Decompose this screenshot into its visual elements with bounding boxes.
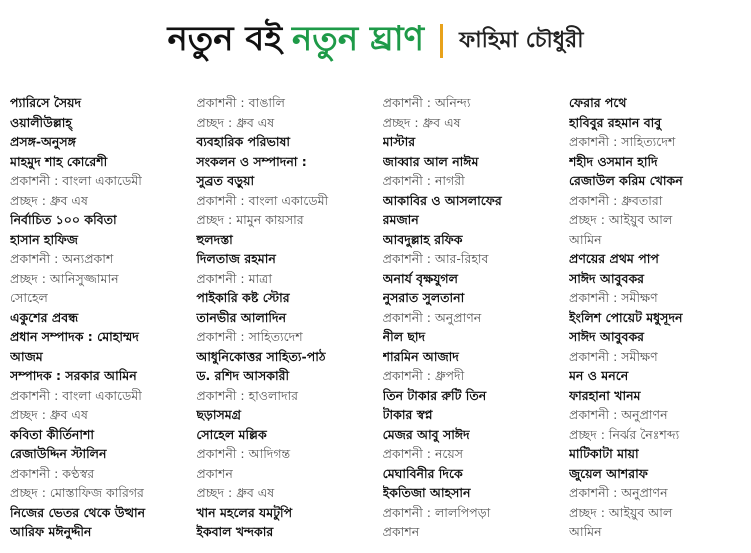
publisher-info-line: প্রকাশনী : ধ্রুবতারা [568, 192, 663, 208]
book-entry-line: নির্বাচিত ১০০ কবিতা [10, 212, 117, 227]
book-entry-line: অনার্য বৃক্ষযুগল [382, 270, 458, 286]
book-entry-line: ফারহানা খানম [568, 387, 641, 403]
book-entry-line: ইকবাল খন্দকার [196, 524, 274, 539]
headline-green: নতুন ঘ্রাণ [292, 18, 425, 59]
publisher-info-line: প্রকাশনী : আর-রিহাব [382, 251, 489, 266]
publisher-info-line: প্রকাশনী : অনুপ্রাণন [568, 407, 668, 422]
author-byline: ফাহিমা চৌধুরী [459, 27, 584, 53]
book-entry-line: নুসরাত সুলতানা [382, 290, 465, 305]
publisher-info-line: প্রকাশনী : সাহিত্যদেশ [196, 329, 303, 344]
publisher-info-line: প্রকাশনী : বাংলা একাডেমী [10, 387, 142, 403]
book-entry-line: প্রণয়ের প্রথম পাপ [568, 251, 659, 266]
book-entry-line: সাঈদ আবুবকর [568, 270, 645, 286]
book-entry-line: সম্পাদক : সরকার আমিন [10, 368, 137, 383]
book-entry-line: হাবিবুর রহমান বাবু [568, 114, 662, 130]
book-column-1 [10, 93, 186, 548]
book-entry-line: সাঈদ আবুবকর [568, 329, 645, 344]
book-entry-line: শহীদ ওসমান হাদি [568, 153, 658, 169]
book-entry-line: মন ও মননে [568, 368, 629, 383]
book-entry-line: আধুনিকোত্তর সাহিত্য-পাঠ [196, 348, 326, 364]
book-entry-line: মেজর আবু সাঈদ [382, 426, 470, 442]
book-entry-line: আরিফ মঈনুদ্দীন [10, 524, 92, 539]
publisher-info-line: প্রচ্ছদ : ধ্রুব এষ [10, 192, 88, 208]
publisher-info-line: প্রকাশন [196, 465, 233, 481]
book-entry-line: রমজান [382, 212, 419, 227]
publisher-info-line: প্রকাশনী : ধ্রুপদী [382, 368, 465, 383]
book-entry-line: নীল ছাদ [382, 329, 426, 344]
publisher-info-line: প্রকাশনী : বাংলা একাডেমী [196, 192, 329, 208]
publisher-info-line: প্রকাশন [382, 524, 420, 539]
publisher-info-line: প্রচ্ছদ : আনিসুজ্জামান [10, 270, 119, 286]
publisher-info-line: প্রকাশনী : সাহিত্যদেশ [568, 134, 676, 149]
publisher-info-line: সোহেল [10, 290, 48, 305]
book-entry-line: ইকতিজা আহসান [382, 485, 471, 500]
publisher-info-line: আমিন [568, 231, 602, 247]
publisher-info-line: প্রচ্ছদ : ধ্রুব এষ [196, 485, 275, 500]
book-entry-line: শারমিন আজাদ [382, 348, 459, 364]
book-entry-line: ছড়াসমগ্র [196, 407, 242, 422]
book-entry-line: মাটিকাটা মায়া [568, 446, 639, 461]
publisher-info-line: প্রকাশনী : নাগরী [382, 173, 465, 188]
publisher-info-line: প্রকাশনী : সমীক্ষণ [568, 290, 658, 305]
book-entry-line: প্রসঙ্গ-অনুসঙ্গ [10, 134, 76, 149]
page-header [0, 0, 751, 82]
book-entry-line: মাস্টার [382, 134, 416, 149]
publisher-info-line: আমিন [568, 524, 602, 539]
book-entry-line: কবিতা কীর্তিনাশা [10, 426, 95, 442]
publisher-info-line: প্রচ্ছদ : মামুন কায়সার [196, 212, 304, 227]
book-entry-line: আকাবির ও আসলাফের [382, 192, 502, 208]
book-entry-line: ব্যবহারিক পরিভাষা [196, 134, 291, 149]
publisher-info-line: প্রচ্ছদ : ধ্রুব এষ [382, 114, 461, 130]
publisher-info-line: প্রকাশনী : সমীক্ষণ [568, 348, 658, 364]
publisher-info-line: প্রচ্ছদ : নির্ঝর নৈঃশব্দ্য [568, 426, 680, 442]
book-entry-line: জাব্বার আল নাঈম [382, 153, 479, 169]
publisher-info-line: প্রকাশনী : অন্যপ্রকাশ [10, 251, 114, 266]
book-column-2 [196, 93, 372, 548]
book-entry-line: একুশের প্রবন্ধ [10, 309, 79, 325]
book-entry-line: রেজাউদ্দিন স্টালিন [10, 446, 107, 461]
book-entry-line: রেজাউল করিম খোকন [568, 173, 683, 188]
book-entry-line: আবদুল্লাহ রফিক [382, 231, 463, 247]
book-entry-line: দিলতাজ রহমান [196, 251, 276, 266]
book-entry-line: ফেরার পথে [568, 95, 627, 110]
book-column-3 [383, 93, 559, 548]
publisher-info-line: প্রকাশনী : বাংলা একাডেমী [10, 173, 142, 188]
book-entry-line: প্রধান সম্পাদক : মোহাম্মদ [10, 329, 139, 344]
publisher-info-line: প্রচ্ছদ : মোস্তাফিজ কারিগর [10, 485, 144, 500]
book-entry-line: পাইকারি কষ্ট স্টোর [196, 290, 290, 305]
book-entry-line: তিন টাকার রুটি তিন [382, 387, 487, 403]
publisher-info-line: প্রকাশনী : নয়েস [382, 446, 464, 461]
book-entry-line: খান মহলের যমটুপি [196, 504, 293, 520]
book-entry-line: আজম [10, 348, 43, 364]
publisher-info-line: প্রকাশনী : হাওলাদার [196, 387, 299, 403]
book-entry-line: জুয়েল আশরাফ [568, 465, 648, 481]
book-entry-line: সংকলন ও সম্পাদনা : [196, 153, 307, 169]
book-entry-line: ওয়ালীউল্লাহ্ [10, 114, 72, 130]
book-entry-line: হুলদস্তা [196, 231, 233, 247]
publisher-info-line: প্রকাশনী : কণ্ঠস্বর [10, 465, 95, 481]
book-column-4 [569, 93, 745, 548]
headline-black: নতুন বই [167, 18, 283, 59]
book-entry-line: ইংলিশ পোয়েট মধুসূদন [568, 309, 683, 325]
book-entry-line: তানভীর আলাদিন [196, 309, 287, 325]
book-entry-line: হাসান হাফিজ [10, 231, 78, 247]
header-divider [440, 24, 443, 58]
publisher-info-line: প্রচ্ছদ : ধ্রুব এষ [10, 407, 88, 422]
book-entry-line: সুব্রত বড়ুয়া [196, 173, 255, 188]
publisher-info-line: প্রকাশনী : লালপিপড়া [382, 504, 491, 520]
book-entry-line: টাকার স্বপ্ন [382, 407, 433, 422]
book-entry-line: মাহমুদ শাহ কোরেশী [10, 153, 108, 169]
publisher-info-line: প্রকাশনী : অনুপ্রাণন [382, 309, 482, 325]
book-entry-line: মেঘাবিনীর দিকে [382, 465, 463, 481]
publisher-info-line: প্রকাশনী : অনুপ্রাণন [568, 485, 668, 500]
publisher-info-line: প্রকাশনী : মাত্রা [196, 270, 272, 286]
publisher-info-line: প্রকাশনী : আদিগন্ত [196, 446, 291, 461]
publisher-info-line: প্রচ্ছদ : আইয়ুব আল [568, 504, 673, 520]
book-entry-line: প্যারিসে সৈয়দ [10, 95, 82, 110]
book-entry-line: নিজের ভেতর থেকে উত্থান [10, 504, 146, 520]
book-list-columns [10, 93, 745, 548]
book-entry-line: সোহেল মল্লিক [196, 426, 267, 442]
publisher-info-line: প্রচ্ছদ : ধ্রুব এষ [196, 114, 275, 130]
publisher-info-line: প্রচ্ছদ : আইয়ুব আল [568, 212, 673, 227]
book-entry-line: ড. রশিদ আসকারী [196, 368, 290, 383]
publisher-info-line: প্রকাশনী : অনিন্দ্য [382, 95, 471, 110]
publisher-info-line: প্রকাশনী : বাঙালি [196, 95, 285, 110]
